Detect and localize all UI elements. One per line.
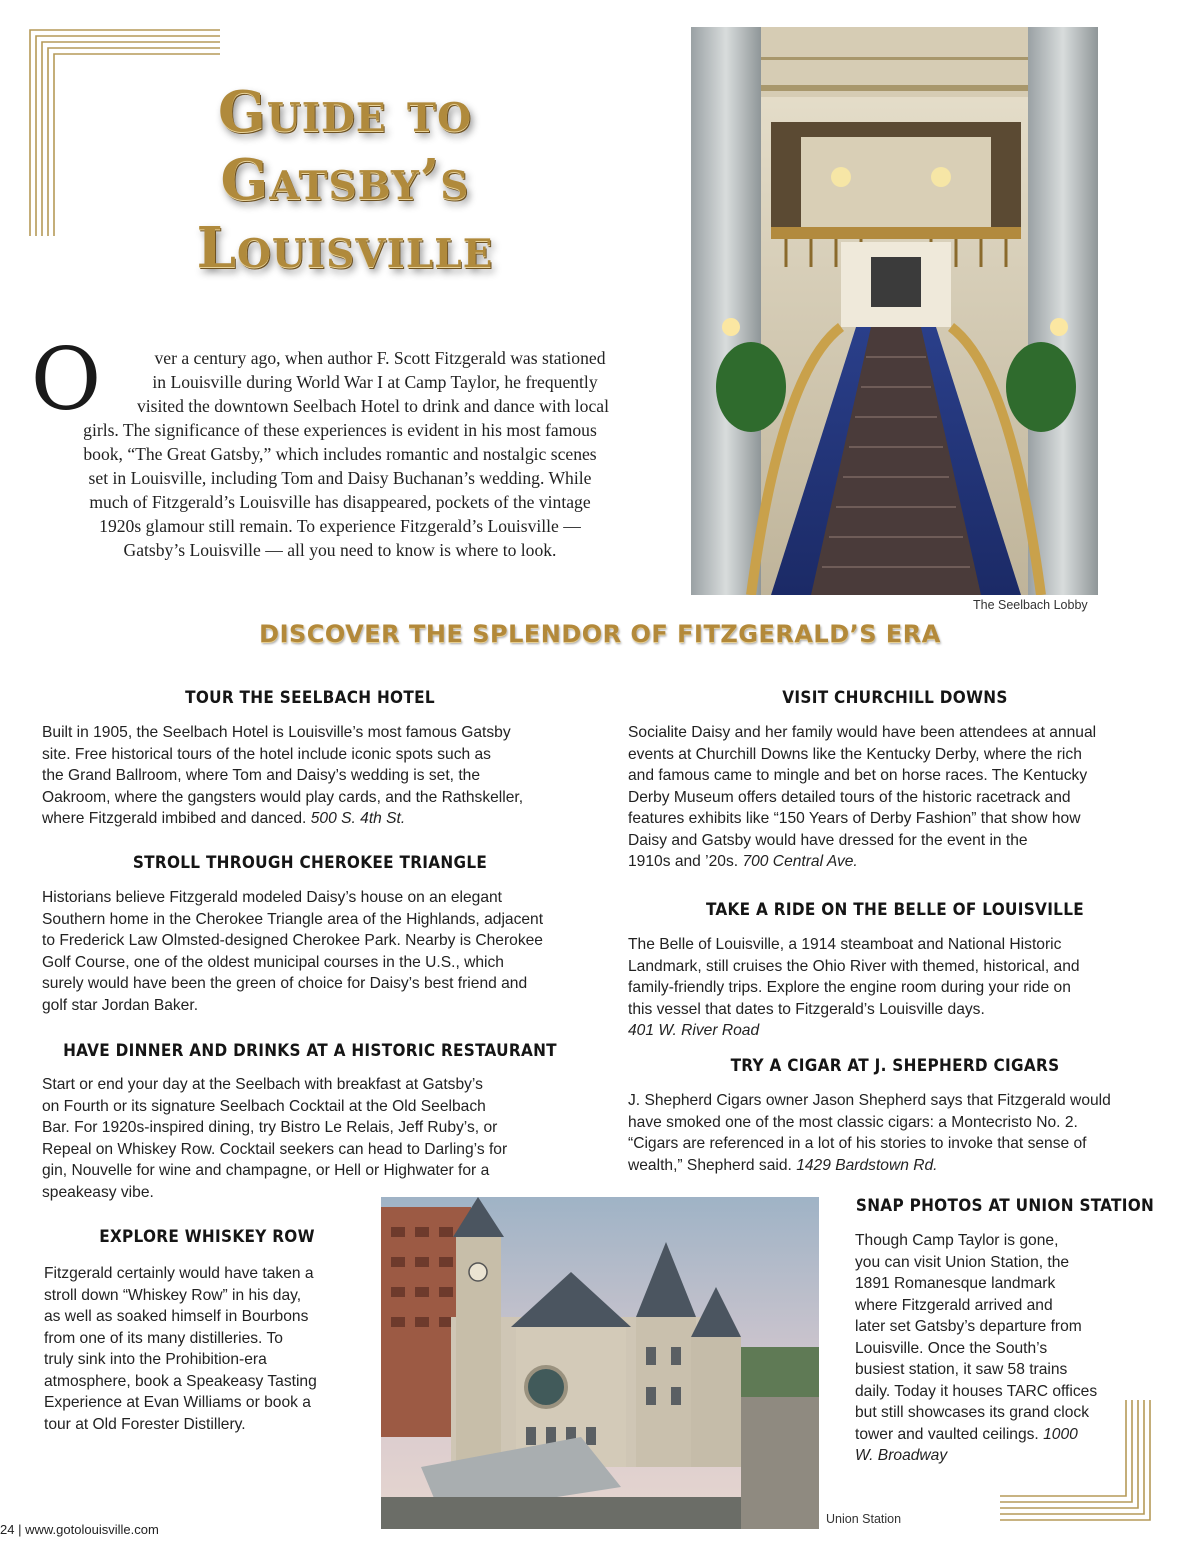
body-whiskey xyxy=(44,1263,374,1435)
heading-whiskey: EXPLORE WHISKEY ROW xyxy=(99,1227,315,1247)
intro-line: in Louisville during World War I at Camp Taylor, he frequently xyxy=(152,372,598,392)
body-line: truly sink into the Prohibition-era xyxy=(44,1351,267,1368)
body-line: the Grand Ballroom, where Tom and Daisy’s wedding is set, the xyxy=(42,767,481,784)
body-line: gin, Nouvelle for wine and champagne, or Hell or Highwater for a xyxy=(42,1162,490,1179)
page-number: 24 xyxy=(0,1522,15,1537)
page-footer xyxy=(0,1522,159,1537)
body-line: have smoked one of the most classic cigars: a Montecristo No. 2. xyxy=(628,1113,1078,1131)
heading-dinner: HAVE DINNER AND DRINKS AT A HISTORIC RESTAURANT xyxy=(63,1041,557,1061)
body-line: where Fitzgerald arrived and xyxy=(855,1296,1053,1314)
body-line: Louisville. Once the South’s xyxy=(855,1339,1048,1357)
body-line: Oakroom, where the gangsters would play cards, and the Rathskeller, xyxy=(42,788,524,806)
heading-cigar: TRY A CIGAR AT J. SHEPHERD CIGARS xyxy=(730,1056,1060,1076)
intro-paragraph xyxy=(40,346,640,562)
union-station-photo xyxy=(381,1197,819,1529)
body-line: “Cigars are referenced in a lot of his stories to invoke that sense of xyxy=(628,1135,1087,1152)
body-line: site. Free historical tours of the hotel include iconic spots such as xyxy=(42,745,491,763)
body-union xyxy=(855,1230,1175,1467)
body-churchill xyxy=(628,722,1168,873)
body-line: to Frederick Law Olmsted-designed Cherokee Park. Nearby is Cherokee xyxy=(42,932,543,949)
drop-cap: O xyxy=(30,330,102,430)
body-cherokee xyxy=(42,887,602,1016)
body-line: Derby Museum offers detailed tours of the historic racetrack and xyxy=(628,788,1071,806)
body-line: events at Churchill Downs like the Kentucky Derby, where the rich xyxy=(628,745,1082,763)
body-line: tower and vaulted ceilings. xyxy=(855,1425,1039,1443)
body-line: family-friendly trips. Explore the engine room during your ride on xyxy=(628,979,1071,996)
body-line: Historians believe Fitzgerald modeled Daisy’s house on an elegant xyxy=(42,889,502,906)
intro-line: book, “The Great Gatsby,” which includes romantic and nostalgic scenes xyxy=(83,444,597,464)
intro-line: ver a century ago, when author F. Scott Fitzgerald was stationed xyxy=(154,348,606,368)
body-line: J. Shepherd Cigars owner Jason Shepherd says that Fitzgerald would xyxy=(628,1092,1111,1109)
body-line: speakeasy vibe. xyxy=(42,1183,154,1201)
page-title xyxy=(150,78,540,282)
body-line: and famous came to mingle and bet on horse races. The Kentucky xyxy=(628,767,1088,784)
body-line: Daisy and Gatsby would have dressed for the event in the xyxy=(628,831,1028,849)
body-line: on Fourth or its signature Seelbach Cocktail at the Old Seelbach xyxy=(42,1097,486,1115)
body-line: where Fitzgerald imbibed and danced. xyxy=(42,810,307,827)
footer-website: www.gotolouisville.com xyxy=(25,1522,159,1537)
body-line: daily. Today it houses TARC offices xyxy=(855,1382,1098,1400)
body-line: wealth,” Shepherd said. xyxy=(628,1156,792,1174)
body-cigar xyxy=(628,1090,1168,1176)
intro-line: girls. The significance of these experiences is evident in his most famous xyxy=(83,420,597,440)
station-photo-caption: Union Station xyxy=(826,1512,902,1526)
body-dinner xyxy=(42,1074,602,1203)
body-line: Built in 1905, the Seelbach Hotel is Louisville’s most famous Gatsby xyxy=(42,724,511,741)
title-line-1: Guide to xyxy=(217,79,473,145)
footer-divider: | xyxy=(18,1522,22,1537)
body-line: atmosphere, book a Speakeasy Tasting xyxy=(44,1372,317,1390)
intro-line: Gatsby’s Louisville — all you need to know is where to look. xyxy=(123,540,557,560)
body-line: surely would have been the green of choice for Daisy’s best friend and xyxy=(42,975,528,992)
body-line: later set Gatsby’s departure from xyxy=(855,1318,1082,1335)
address: W. Broadway xyxy=(855,1447,948,1464)
body-line: this vessel that dates to Fitzgerald’s Louisville days. xyxy=(628,1000,985,1018)
body-line: as well as soaked himself in Bourbons xyxy=(44,1308,309,1325)
heading-belle: TAKE A RIDE ON THE BELLE OF LOUISVILLE xyxy=(705,900,1085,920)
body-line: you can visit Union Station, the xyxy=(855,1253,1070,1271)
body-line: from one of its many distilleries. To xyxy=(44,1329,283,1347)
body-line: Fitzgerald certainly would have taken a xyxy=(44,1265,314,1282)
title-line-2: Gatsby’s xyxy=(220,147,470,213)
heading-union: SNAP PHOTOS AT UNION STATION xyxy=(855,1196,1155,1216)
address: 500 S. 4th St. xyxy=(310,810,406,827)
intro-line: set in Louisville, including Tom and Daisy Buchanan’s wedding. While xyxy=(88,468,592,488)
body-line: Experience at Evan Williams or book a xyxy=(44,1394,311,1411)
body-line: Bar. For 1920s-inspired dining, try Bistro Le Relais, Jeff Ruby’s, or xyxy=(42,1119,498,1136)
heading-seelbach: TOUR THE SEELBACH HOTEL xyxy=(185,688,435,708)
body-line: 1891 Romanesque landmark xyxy=(855,1275,1056,1292)
body-line: The Belle of Louisville, a 1914 steamboat and National Historic xyxy=(628,936,1062,953)
intro-line: much of Fitzgerald’s Louisville has disappeared, pockets of the vintage xyxy=(89,492,591,512)
body-line: Southern home in the Cherokee Triangle area of the Highlands, adjacent xyxy=(42,910,544,928)
body-line: busiest station, it saw 58 trains xyxy=(855,1361,1068,1378)
address: 1000 xyxy=(1043,1425,1078,1443)
address: 401 W. River Road xyxy=(628,1022,760,1039)
body-line: Socialite Daisy and her family would have been attendees at annual xyxy=(628,724,1097,741)
body-line: Golf Course, one of the oldest municipal courses in the U.S., which xyxy=(42,953,504,971)
body-line: Though Camp Taylor is gone, xyxy=(855,1232,1059,1249)
heading-churchill: VISIT CHURCHILL DOWNS xyxy=(782,688,1008,708)
seelbach-lobby-photo xyxy=(691,27,1098,595)
body-line: features exhibits like “150 Years of Derby Fashion” that show how xyxy=(628,810,1081,827)
body-line: stroll down “Whiskey Row” in his day, xyxy=(44,1286,302,1304)
title-line-3: Louisville xyxy=(196,215,494,281)
body-line: but still showcases its grand clock xyxy=(855,1404,1090,1421)
body-line: tour at Old Forester Distillery. xyxy=(44,1415,246,1433)
lobby-photo-caption: The Seelbach Lobby xyxy=(973,598,1088,612)
section-banner: DISCOVER THE SPLENDOR OF FITZGERALD’S ERA xyxy=(259,620,941,648)
intro-line: 1920s glamour still remain. To experience Fitzgerald’s Louisville — xyxy=(99,516,581,536)
body-seelbach xyxy=(42,722,602,830)
intro-line: visited the downtown Seelbach Hotel to drink and dance with local xyxy=(137,396,609,416)
address: 700 Central Ave. xyxy=(742,853,858,870)
body-line: Landmark, still cruises the Ohio River with themed, historical, and xyxy=(628,957,1080,975)
body-line: Start or end your day at the Seelbach with breakfast at Gatsby’s xyxy=(42,1076,483,1093)
heading-cherokee: STROLL THROUGH CHEROKEE TRIANGLE xyxy=(132,853,488,873)
body-line: golf star Jordan Baker. xyxy=(42,996,199,1014)
body-line: 1910s and ’20s. xyxy=(628,853,739,870)
body-belle xyxy=(628,934,1168,1042)
body-line: Repeal on Whiskey Row. Cocktail seekers can head to Darling’s for xyxy=(42,1140,508,1158)
address: 1429 Bardstown Rd. xyxy=(796,1156,938,1174)
